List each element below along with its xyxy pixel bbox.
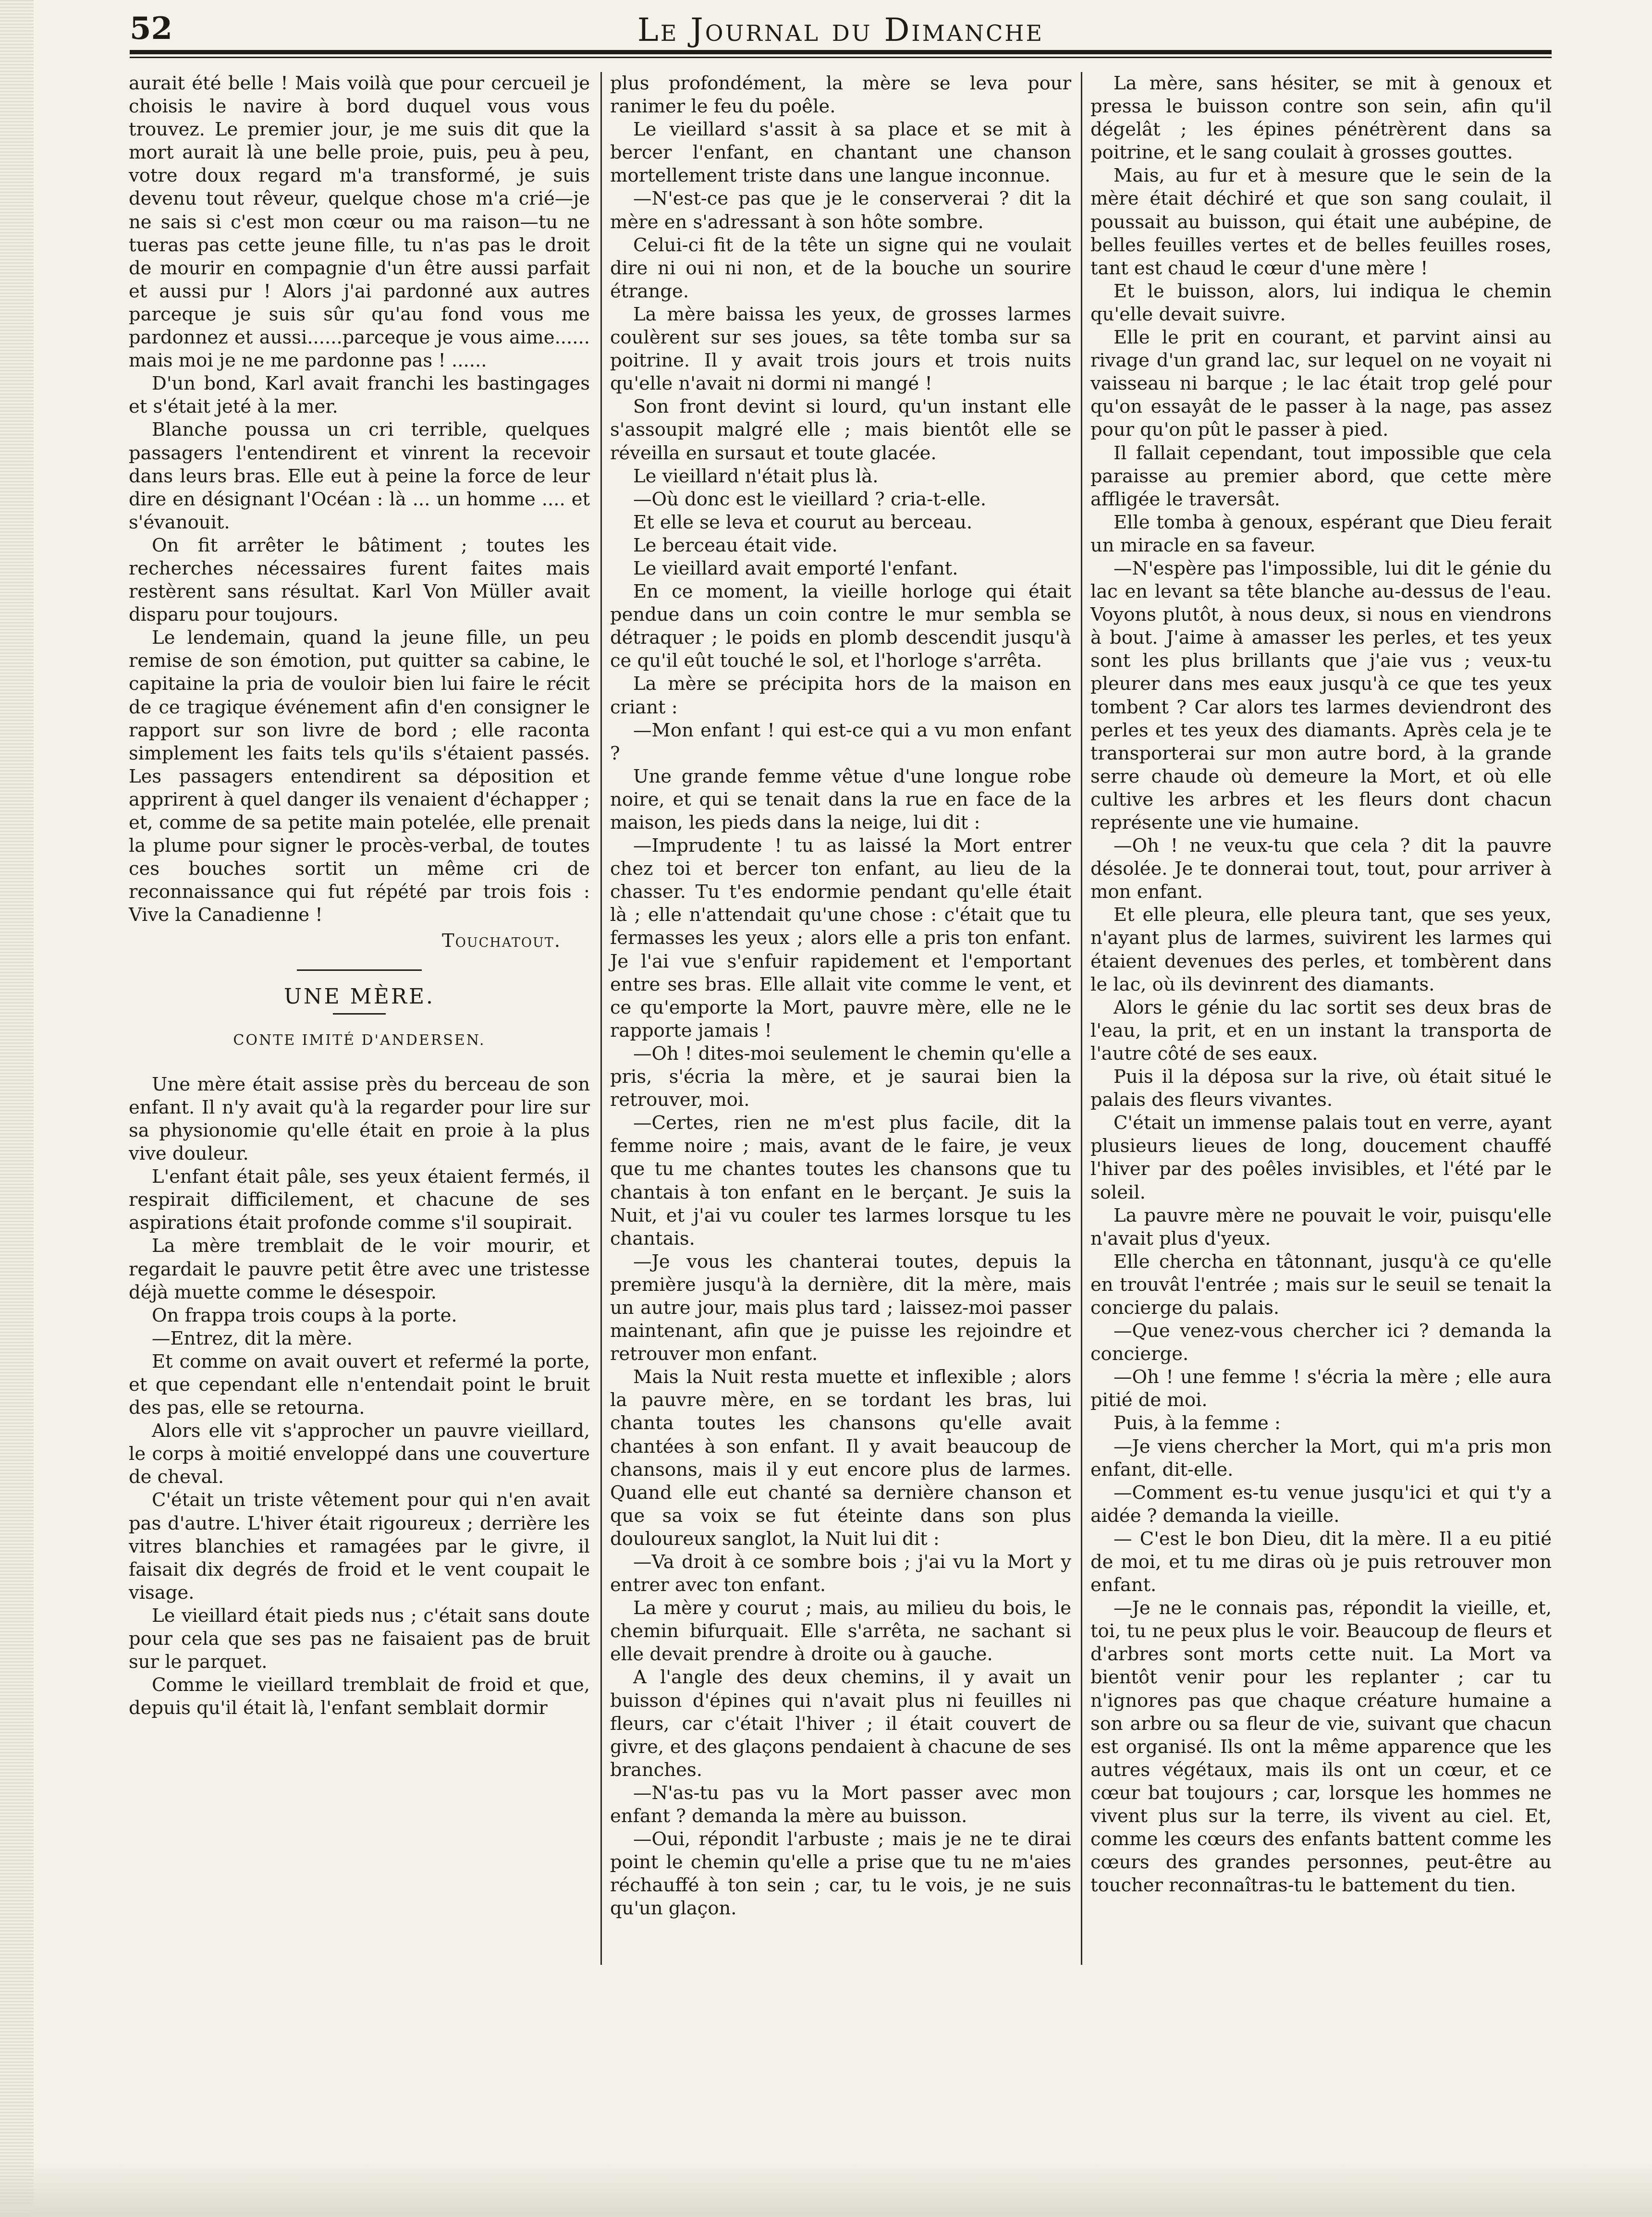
paragraph: Le vieillard n'était plus là. [633,465,879,487]
paragraph: —N'est-ce pas que je le conserverai ? dit la mère en s'adressant à son hôte sombre. [610,188,1071,233]
paragraph: —Je ne le connais pas, répondit la vieille, et, toi, tu ne peux plus le voir. Beaucoup de fleurs et d'arbres sont morts cette nuit. La Mort va bientôt venir pour les replanter ; car tu n'ignores pas que chaque créature humaine a son arbre ou sa fleur de vie, suivant que chacun est organisé. Ils ont la même apparence que les autres végétaux, mais ils ont un cœur, et ce cœur bat toujours ; car, lorsque les hommes ne vivent plus sur la terre, ils vivent au ciel. Et, comme les cœurs des enfants battent comme les cœurs des grandes personnes, peut-être au toucher reconnaîtras-tu le battement du tien. [1090,1597,1552,1897]
paragraph: —Entrez, dit la mère. [152,1327,353,1349]
header-rule-thick [130,50,1552,54]
paragraph: D'un bond, Karl avait franchi les bastingages et s'était jeté à la mer. [129,373,590,418]
header-rule-thin [130,57,1552,58]
scan-bottom-grain [0,2159,1652,2217]
paragraph: —Je viens chercher la Mort, qui m'a pris mon enfant, dit-elle. [1090,1435,1552,1481]
paragraph: aurait été belle ! Mais voilà que pour cercueil je choisis le navire à bord duquel vous vous trouvez. Le premier jour, je me suis dit que la mort aurait là une belle proie, puis, peu à peu, votre doux regard m'a transformé, je suis devenu tout rêveur, quelque chose m'a crié—je ne sais si c'est mon cœur ou ma raison—tu ne tueras pas cette jeune fille, tu n'as pas le droit de mourir en compagnie d'un être aussi parfait et aussi pur ! Alors j'ai pardonné aux autres parceque je suis sûr qu'au fond vous me pardonnez et aussi......parceque je vous aime...... mais moi je ne me pardonne pas ! ...... [129,73,590,372]
paragraph: Mais, au fur et à mesure que le sein de la mère était déchiré et que son sang coulait, il poussait au buisson, qui était une aubépine, de belles feuilles vertes et de belles feuilles roses, tant est chaud le cœur d'une mère ! [1090,165,1552,279]
paragraph: Le vieillard s'assit à sa place et se mit à bercer l'enfant, en chantant une chanson mortellement triste dans une langue inconnue. [610,119,1071,187]
paragraph: —Certes, rien ne m'est plus facile, dit la femme noire ; mais, avant de le faire, je veux que tu me chantes toutes les chansons que tu chantais à ton enfant en le berçant. Je suis la Nuit, et j'ai vu couler tes larmes lorsque tu les chantais. [610,1112,1071,1249]
paragraph: —Oh ! dites-moi seulement le chemin qu'elle a pris, s'écria la mère, et je saurai bien la retrouver, moi. [610,1042,1071,1111]
paragraph: Puis il la déposa sur la rive, où était situé le palais des fleurs vivantes. [1090,1066,1552,1111]
paragraph: Le berceau était vide. [633,534,838,556]
story-title: UNE MÈRE. [283,984,435,1009]
paragraph: —Oh ! une femme ! s'écria la mère ; elle aura pitié de moi. [1090,1366,1552,1411]
paragraph: Le vieillard avait emporté l'enfant. [633,557,958,579]
page-header [130,9,1552,49]
page-number: 52 [130,11,173,47]
paragraph: C'était un triste vêtement pour qui n'en avait pas d'autre. L'hiver était rigoureux ; derrière les vitres blanchies et ramagées par le givre, il faisait dix degrés de froid et le vent coupait le visage. [129,1489,590,1604]
paragraph: Une mère était assise près du berceau de son enfant. Il n'y avait qu'à la regarder pour lire sur sa physionomie qu'elle était en proie à la plus vive douleur. [129,1073,590,1165]
paragraph: Elle tomba à genoux, espérant que Dieu ferait un miracle en sa faveur. [1090,511,1552,556]
paragraph: —Où donc est le vieillard ? cria-t-elle. [633,488,987,510]
paragraph: Et comme on avait ouvert et refermé la porte, et que cependant elle n'entendait point le bruit des pas, elle se retourna. [129,1350,590,1419]
paragraph: —Que venez-vous chercher ici ? demanda la concierge. [1090,1320,1552,1365]
journal-title: Le Journal du Dimanche [637,12,1044,49]
column-rule [1081,72,1082,1965]
paragraph: —Je vous les chanterai toutes, depuis la première jusqu'à la dernière, dit la mère, mais un autre jour, mais plus tard ; laissez-moi passer maintenant, afin que je puisse les rejoindre et retrouver mon enfant. [610,1250,1071,1365]
paragraph: —Imprudente ! tu as laissé la Mort entrer chez toi et bercer ton enfant, au lieu de la chasser. Tu t'es endormie pendant qu'elle était là ; elle n'attendait qu'une chose : c'était que tu fermasses les yeux ; alors elle a pris ton enfant. Je l'ai vue s'enfuir rapidement et l'emportant entre ses bras. Elle allait vite comme le vent, et ce qu'emporte la Mort, pauvre mère, elle ne le rapporte jamais ! [610,835,1071,1041]
paragraph: —Comment es-tu venue jusqu'ici et qui t'y a aidée ? demanda la vieille. [1090,1482,1552,1527]
paragraph: Alors le génie du lac sortit ses deux bras de l'eau, la prit, et en un instant la transporta de l'autre côté de ses eaux. [1090,996,1552,1065]
paragraph: La mère tremblait de le voir mourir, et regardait le pauvre petit être avec une tristesse déjà muette comme le désespoir. [129,1235,590,1303]
paragraph: On frappa trois coups à la porte. [152,1304,457,1326]
paragraph: La mère y courut ; mais, au milieu du bois, le chemin bifurquait. Elle s'arrêta, ne sachant si elle devait prendre à droite ou à gauche. [610,1597,1071,1666]
paragraph: —Oh ! ne veux-tu que cela ? dit la pauvre désolée. Je te donnerai tout, tout, pour arriver à mon enfant. [1090,835,1552,903]
paragraph: —Va droit à ce sombre bois ; j'ai vu la Mort y entrer avec ton enfant. [610,1551,1071,1596]
paragraph: —Mon enfant ! qui est-ce qui a vu mon enfant ? [610,719,1071,764]
paragraph: Une grande femme vêtue d'une longue robe noire, et qui se tenait dans la rue en face de la maison, les pieds dans la neige, lui dit : [610,765,1071,833]
column-1 [129,72,590,1720]
paragraph: Alors elle vit s'approcher un pauvre vieillard, le corps à moitié enveloppé dans une couverture de cheval. [129,1420,590,1488]
paragraph: La mère se précipita hors de la maison en criant : [610,673,1071,718]
paragraph: Et le buisson, alors, lui indiqua le chemin qu'elle devait suivre. [1090,280,1552,325]
paragraph: —N'espère pas l'impossible, lui dit le génie du lac en levant sa tête blanche au-dessus de l'eau. Voyons plutôt, à nous deux, si nous en viendrons à bout. J'aime à amasser les perles, et tes yeux sont les plus brillants que j'aie vus ; veux-tu pleurer dans mes eaux jusqu'à ce que tes yeux tombent ? Car alors tes larmes deviendront des perles et tes yeux des diamants. Après cela je te transporterai sur mon autre bord, à la grande serre chaude où demeure la Mort, et où elle cultive les arbres et les fleurs dont chacun représente une vie humaine. [1090,557,1552,833]
author-signature: Touchatout. [442,930,561,952]
paragraph: Le lendemain, quand la jeune fille, un peu remise de son émotion, put quitter sa cabine, le capitaine la pria de vouloir bien lui faire le récit de ce tragique événement afin d'en consigner le rapport sur son livre de bord ; elle raconta simplement les faits tels qu'ils s'étaient passés. Les passagers entendirent sa déposition et apprirent à quel danger ils venaient d'échapper ; et, comme de sa petite main potelée, elle prenait la plume pour signer le procès-verbal, de toutes ces bouches sortit un même cri de reconnaissance qui fut répété par trois fois : Vive la Canadienne ! [129,627,590,926]
paragraph: Elle chercha en tâtonnant, jusqu'à ce qu'elle en trouvât l'entrée ; mais sur le seuil se tenait la concierge du palais. [1090,1250,1552,1319]
paragraph: Blanche poussa un cri terrible, quelques passagers l'entendirent et vinrent la recevoir dans leurs bras. Elle eut à peine la force de leur dire en désignant l'Océan : là ... un homme .... et s'évanouit. [129,419,590,533]
paragraph: La pauvre mère ne pouvait le voir, puisqu'elle n'avait plus d'yeux. [1090,1204,1552,1249]
paragraph: Puis, à la femme : [1114,1412,1281,1434]
paragraph: On fit arrêter le bâtiment ; toutes les recherches nécessaires furent faites mais restèrent sans résultat. Karl Von Müller avait disparu pour toujours. [129,534,590,626]
paragraph: En ce moment, la vieille horloge qui était pendue dans un coin contre le mur sembla se détraquer ; le poids en plomb descendit jusqu'à ce qu'il eût touché le sol, et l'horloge s'arrêta. [610,581,1071,672]
paragraph: La mère baissa les yeux, de grosses larmes coulèrent sur ses joues, sa tête tomba sur sa poitrine. Il y avait trois jours et trois nuits qu'elle n'avait ni dormi ni mangé ! [610,303,1071,395]
paragraph: C'était un immense palais tout en verre, ayant plusieurs lieues de long, doucement chauffé l'hiver par des poêles invisibles, et l'été par le soleil. [1090,1112,1552,1203]
paragraph: —Oui, répondit l'arbuste ; mais je ne te dirai point le chemin qu'elle a prise que tu ne m'aies réchauffé à ton sein ; car, tu le vois, je ne suis qu'un glaçon. [610,1828,1071,1920]
column-2 [610,72,1071,1921]
paragraph: Il fallait cependant, tout impossible que cela paraisse au premier abord, que cette mère affligée le traversât. [1090,442,1552,510]
column-3 [1090,72,1552,1897]
paragraph: Comme le vieillard tremblait de froid et que, depuis qu'il était là, l'enfant semblait dormir [129,1674,590,1719]
paragraph: A l'angle des deux chemins, il y avait un buisson d'épines qui n'avait plus ni feuilles ni fleurs, car c'était l'hiver ; il était couvert de givre, et des glaçons pendaient à chacune de ses branches. [610,1666,1071,1781]
paragraph: —N'as-tu pas vu la Mort passer avec mon enfant ? demanda la mère au buisson. [610,1782,1071,1827]
paragraph: Elle le prit en courant, et parvint ainsi au rivage d'un grand lac, sur lequel on ne voyait ni vaisseau ni barque ; le lac était trop gelé pour qu'on essayât de le passer à la nage, pas assez pour qu'on pût le passer à pied. [1090,327,1552,441]
paragraph: Celui-ci fit de la tête un signe qui ne voulait dire ni oui ni non, et de la bouche un sourire étrange. [610,234,1071,302]
column-rule [600,72,602,1965]
paragraph: La mère, sans hésiter, se mit à genoux et pressa le buisson contre son sein, afin qu'il dégelât ; les épines pénétrèrent dans sa poitrine, et le sang coulait à grosses gouttes. [1090,73,1552,164]
paragraph: Et elle pleura, elle pleura tant, que ses yeux, n'ayant plus de larmes, suivirent les larmes qui étaient devenues des perles, et tombèrent dans le lac, où ils devinrent des diamants. [1090,904,1552,995]
story-subtitle: CONTE IMITÉ D'ANDERSEN. [233,1031,486,1049]
paragraph: Son front devint si lourd, qu'un instant elle s'assoupit malgré elle ; mais bientôt elle se réveilla en sursaut et toute glacée. [610,396,1071,464]
paragraph: plus profondément, la mère se leva pour ranimer le feu du poêle. [610,73,1071,118]
paragraph: Le vieillard était pieds nus ; c'était sans doute pour cela que ses pas ne faisaient pas de bruit sur le parquet. [129,1605,590,1673]
paragraph: Mais la Nuit resta muette et inflexible ; alors la pauvre mère, en se tordant les bras, lui chanta toutes les chansons qu'elle avait chantées à son enfant. Il y avait beaucoup de chansons, mais il y eut encore plus de larmes. Quand elle eut chanté sa dernière chanson et que sa voix se fut éteinte dans son plus douloureux sanglot, la Nuit lui dit : [610,1366,1071,1550]
paragraph: L'enfant était pâle, ses yeux étaient fermés, il respirait difficilement, et chacune de ses aspirations était profonde comme s'il soupirait. [129,1166,590,1234]
paragraph: — C'est le bon Dieu, dit la mère. Il a eu pitié de moi, et tu me diras où je puis retrouver mon enfant. [1090,1528,1552,1596]
paragraph: Et elle se leva et courut au berceau. [633,511,973,533]
separator-rule [297,969,422,971]
title-rule [333,1013,386,1015]
scan-edge-grain [0,0,34,2217]
